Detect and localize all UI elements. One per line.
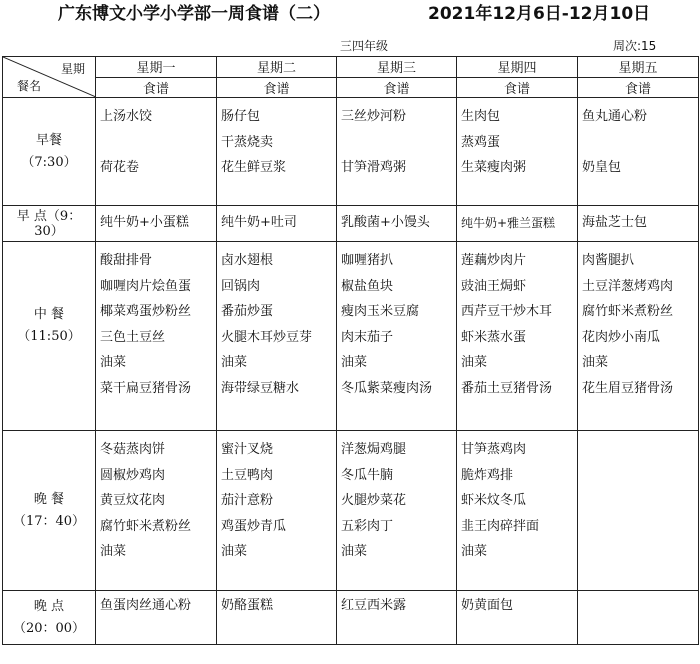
snack1-day-3 (337, 206, 457, 242)
day-header-2: 星期二 (217, 57, 337, 78)
dish: 酸甜排骨 (100, 253, 153, 268)
dish: 黄豆炆花肉 (100, 493, 166, 508)
day-header-5: 星期五 (578, 57, 699, 78)
corner-bottom-label: 餐名 (17, 79, 42, 93)
dish: 油菜 (221, 544, 248, 559)
meal-evening-snack (3, 591, 96, 645)
grade-label: 三四年级 (340, 39, 389, 53)
dish: 韭王肉碎拌面 (461, 518, 540, 534)
dish: 奶皇包 (582, 160, 622, 175)
dish: 花生鲜豆浆 (221, 160, 287, 175)
dish: 三丝炒河粉 (341, 109, 407, 124)
dish: 纯牛奶+雅兰蛋糕 (461, 216, 556, 230)
dish: 鱼丸通心粉 (582, 109, 648, 124)
dinner-day-2 (217, 431, 337, 591)
date-range: 2021年12月6日-12月10日 (428, 4, 651, 24)
dish: 椒盐鱼块 (341, 278, 394, 294)
dinner-day-4 (457, 431, 578, 591)
meal-time: （17：40） (12, 513, 86, 529)
dish: 油菜 (341, 355, 368, 370)
dish: 番茄土豆猪骨汤 (461, 380, 553, 396)
dish: 油菜 (582, 355, 609, 370)
dish: 卤水翅根 (221, 253, 274, 268)
meal-time: （20：00） (12, 620, 86, 636)
dish: 虾米炆冬瓜 (461, 493, 527, 508)
dish: 甘笋蒸鸡肉 (461, 442, 527, 457)
meal-lunch (3, 242, 96, 431)
dish: 番茄炒蛋 (221, 304, 274, 319)
dish: 三色土豆丝 (100, 329, 166, 345)
meal-time: 30） (34, 223, 64, 239)
page-title (0, 1, 700, 27)
dish: 油菜 (100, 355, 127, 370)
lunch-day-3 (337, 242, 457, 431)
dish: 圆椒炒鸡肉 (100, 467, 166, 483)
dish: 土豆鸭肉 (221, 467, 274, 483)
week-label: 周次:15 (613, 39, 657, 53)
dinner-day-3 (337, 431, 457, 591)
lunch-day-4 (457, 242, 578, 431)
dish: 鱼蛋肉丝通心粉 (100, 598, 192, 613)
sub-header: 食谱 (217, 77, 337, 98)
meal-name: 中 餐 (33, 307, 65, 322)
day-header-3: 星期三 (337, 57, 457, 78)
dish: 花生眉豆猪骨汤 (582, 380, 674, 396)
dish: 蒸鸡蛋 (461, 134, 501, 150)
meal-name: 晚 点 (33, 598, 65, 614)
lunch-day-5 (578, 242, 699, 431)
dish: 蜜汁叉烧 (221, 442, 274, 457)
dish: 油菜 (461, 544, 488, 559)
dish: 肠仔包 (221, 109, 261, 124)
dish: 火腿炒菜花 (341, 493, 407, 508)
lunch-day-2 (217, 242, 337, 431)
dish: 纯牛奶+吐司 (221, 215, 297, 230)
corner-cell (3, 57, 96, 98)
corner-top-label: 星期 (60, 62, 85, 76)
dish: 回锅肉 (221, 278, 261, 294)
dish: 肉酱腿扒 (582, 253, 635, 268)
breakfast-day-3 (337, 98, 457, 206)
meal-name: 晚 餐 (33, 491, 65, 507)
dish: 上汤水饺 (100, 109, 153, 124)
snack2-day-4 (457, 591, 578, 645)
day-header-4: 星期四 (457, 57, 578, 78)
dish: 洋葱焗鸡腿 (341, 442, 407, 457)
dish: 油菜 (221, 355, 248, 370)
dish: 纯牛奶+小蛋糕 (100, 215, 189, 230)
dish: 荷花卷 (100, 160, 140, 175)
dish (582, 130, 694, 156)
meal-time: （11:50） (17, 329, 81, 344)
dish: 生肉包 (461, 109, 501, 124)
sub-header: 食谱 (457, 77, 578, 98)
dish (100, 130, 212, 156)
snack1-day-4 (457, 206, 578, 242)
meal-name: 早 点（9： (16, 208, 82, 224)
snack1-day-1 (96, 206, 217, 242)
meal-breakfast (3, 98, 96, 206)
snack1-day-2 (217, 206, 337, 242)
dinner-day-1 (96, 431, 217, 591)
dinner-day-5 (578, 431, 699, 591)
sub-header: 食谱 (337, 77, 457, 98)
dish: 椰菜鸡蛋炒粉丝 (100, 304, 192, 319)
sub-header: 食谱 (96, 77, 217, 98)
dish: 瘦肉玉米豆腐 (341, 304, 420, 319)
dish: 腐竹虾米煮粉丝 (100, 518, 192, 534)
dish: 菜干扁豆猪骨汤 (100, 380, 192, 396)
meal-dinner (3, 431, 96, 591)
snack2-day-3 (337, 591, 457, 645)
dish: 奶黄面包 (461, 598, 514, 613)
dish: 奶酪蛋糕 (221, 598, 274, 613)
dish: 甘笋滑鸡粥 (341, 160, 407, 175)
menu-table (2, 56, 699, 645)
dish: 虾米蒸水蛋 (461, 329, 527, 345)
meal-morning-snack (3, 206, 96, 242)
dish: 油菜 (341, 544, 368, 559)
snack2-day-1 (96, 591, 217, 645)
lunch-day-1 (96, 242, 217, 431)
dish: 火腿木耳炒豆芽 (221, 329, 313, 345)
menu-title: 广东博文小学小学部一周食谱（二） (58, 4, 330, 24)
dish: 腐竹虾米煮粉丝 (582, 304, 674, 319)
sub-header: 食谱 (578, 77, 699, 98)
dish: 鸡蛋炒青瓜 (221, 518, 287, 534)
dish: 茄汁意粉 (221, 493, 274, 508)
dish: 冬瓜紫菜瘦肉汤 (341, 380, 433, 396)
snack2-day-2 (217, 591, 337, 645)
dish: 豉油王焗虾 (461, 278, 527, 294)
dish: 莲藕炒肉片 (461, 253, 527, 268)
snack1-day-5 (578, 206, 699, 242)
dish: 生菜瘦肉粥 (461, 160, 527, 175)
dish: 脆炸鸡排 (461, 467, 514, 483)
dish: 肉末茄子 (341, 329, 394, 345)
dish: 油菜 (461, 355, 488, 370)
breakfast-day-5 (578, 98, 699, 206)
dish: 咖喱肉片烩鱼蛋 (100, 278, 192, 294)
dish: 乳酸菌+小馒头 (341, 215, 430, 230)
dish: 花肉炒小南瓜 (582, 329, 661, 345)
dish (341, 130, 452, 156)
dish: 咖喱猪扒 (341, 253, 394, 268)
day-header-1: 星期一 (96, 57, 217, 78)
dish: 土豆洋葱烤鸡肉 (582, 278, 674, 294)
dish: 冬菇蒸肉饼 (100, 442, 166, 457)
dish: 海带绿豆糖水 (221, 380, 300, 396)
dish: 海盐芝士包 (582, 215, 648, 230)
dish: 红豆西米露 (341, 598, 407, 613)
breakfast-day-2 (217, 98, 337, 206)
meal-name: 早餐 (35, 132, 62, 148)
dish: 油菜 (100, 544, 127, 559)
snack2-day-5 (578, 591, 699, 645)
dish: 干蒸烧卖 (221, 134, 274, 150)
breakfast-day-1 (96, 98, 217, 206)
dish: 五彩肉丁 (341, 518, 394, 534)
dish: 西芹豆干炒木耳 (461, 304, 553, 319)
dish: 冬瓜牛腩 (341, 467, 394, 483)
breakfast-day-4 (457, 98, 578, 206)
meal-time: （7:30） (21, 154, 77, 170)
